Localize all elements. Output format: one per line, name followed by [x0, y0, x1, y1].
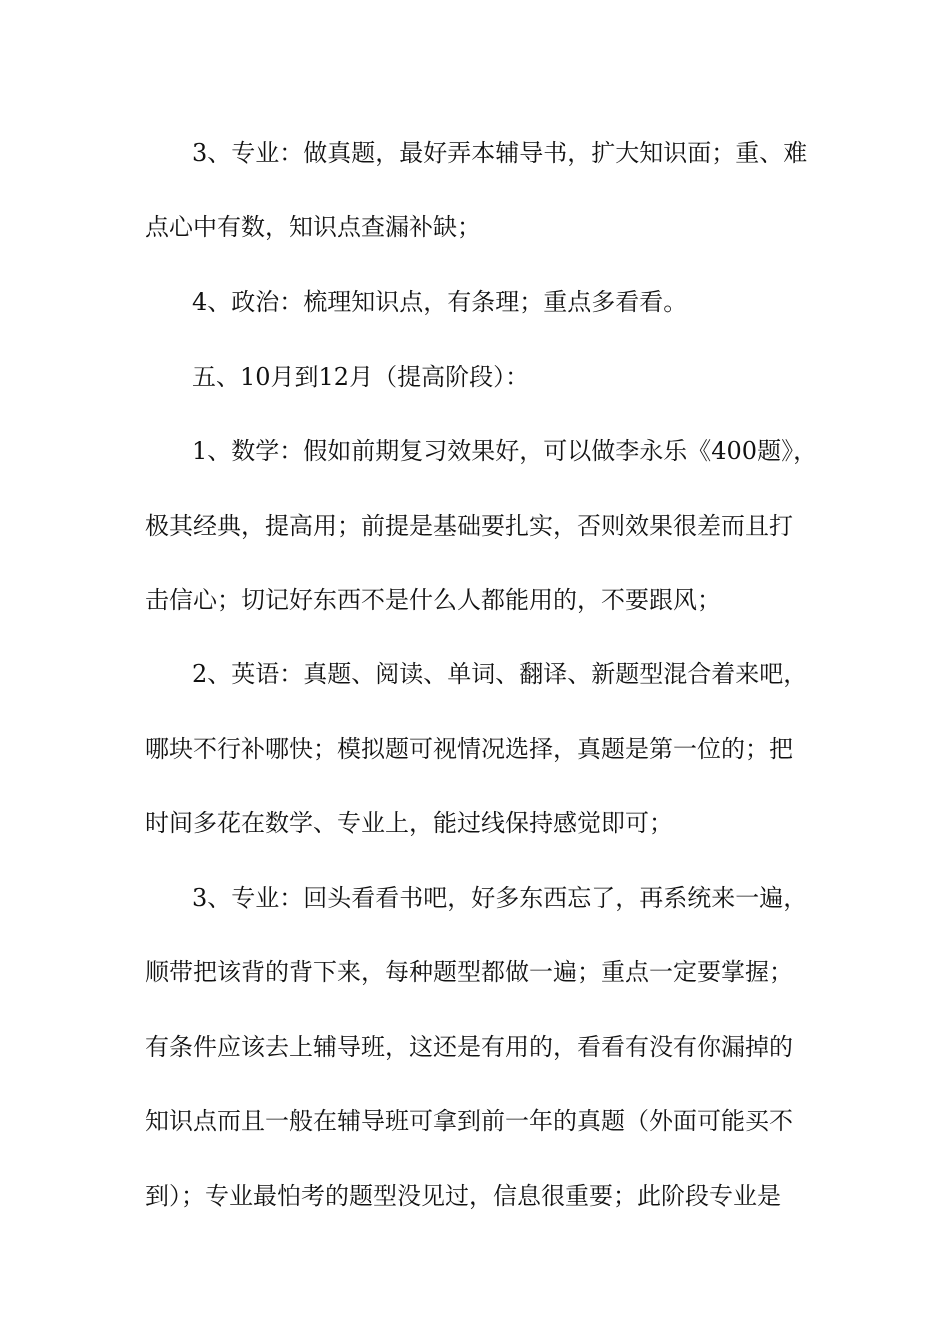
paragraph-line: 知识点而且一般在辅导班可拿到前一年的真题（外面可能买不: [145, 1107, 793, 1135]
paragraph-line: 击信心；切记好东西不是什么人都能用的，不要跟风；: [145, 586, 721, 614]
paragraph-line: 2、英语：真题、阅读、单词、翻译、新题型混合着来吧，: [192, 660, 808, 688]
paragraph-line: 3、专业：做真题，最好弄本辅导书，扩大知识面；重、难: [192, 139, 808, 167]
paragraph-line: 有条件应该去上辅导班，这还是有用的，看看有没有你漏掉的: [145, 1033, 793, 1061]
paragraph-line: 3、专业：回头看看书吧，好多东西忘了，再系统来一遍，: [192, 884, 808, 912]
paragraph-line: 1、数学：假如前期复习效果好，可以做李永乐《400题》，: [192, 437, 818, 465]
paragraph-line: 极其经典，提高用；前提是基础要扎实，否则效果很差而且打: [145, 512, 793, 540]
section-heading: 五、10月到12月（提高阶段）：: [192, 363, 530, 391]
paragraph-line: 哪块不行补哪快；模拟题可视情况选择，真题是第一位的；把: [145, 735, 793, 763]
paragraph-line: 点心中有数，知识点查漏补缺；: [145, 213, 481, 241]
paragraph-line: 到）；专业最怕考的题型没见过，信息很重要；此阶段专业是: [145, 1182, 781, 1210]
paragraph-line: 顺带把该背的背下来，每种题型都做一遍；重点一定要掌握；: [145, 958, 793, 986]
paragraph-line: 时间多花在数学、专业上，能过线保持感觉即可；: [145, 809, 673, 837]
paragraph-line: 4、政治：梳理知识点，有条理；重点多看看。: [192, 288, 688, 316]
